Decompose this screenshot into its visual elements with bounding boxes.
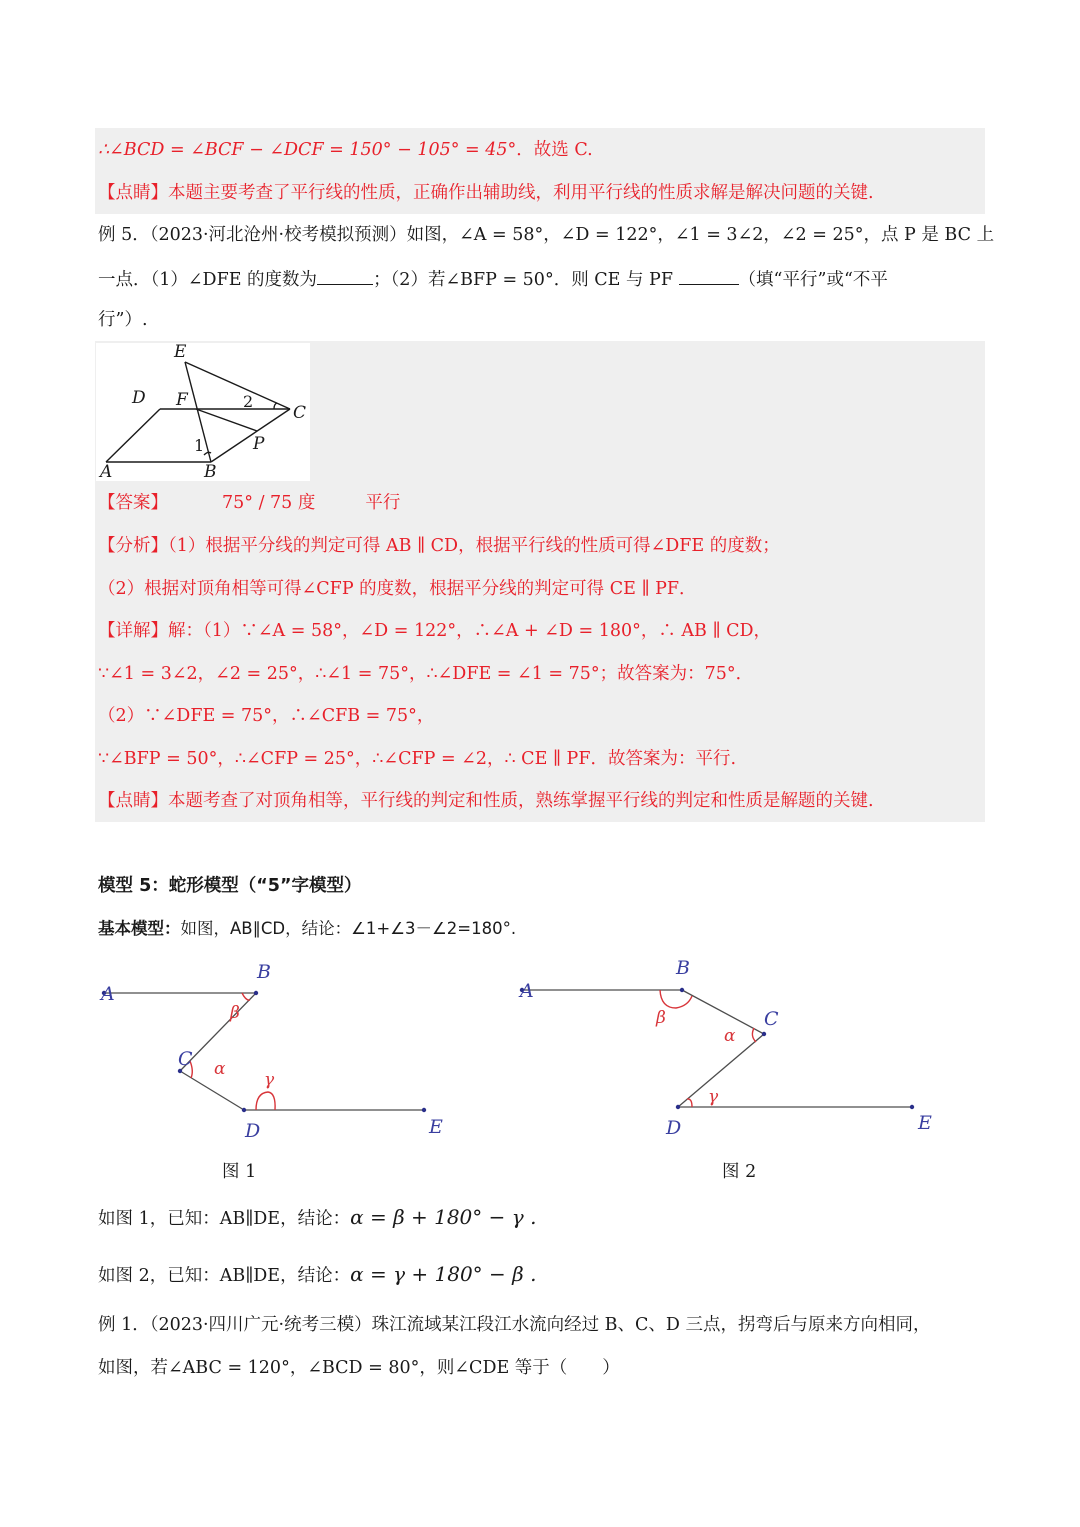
fig2-point-c — [762, 1032, 766, 1036]
fig2-line-cd — [678, 1034, 764, 1107]
label-B: B — [204, 462, 217, 481]
example5-detail-3: （2）∵∠DFE = 75°，∴∠CFB = 75°， — [98, 706, 435, 726]
angle-1-arc — [204, 452, 211, 455]
example5-answer: 【答案】 75° / 75 度 平行 — [98, 493, 401, 513]
fig1-label-A: A — [101, 983, 115, 1005]
fig1-point-d — [242, 1108, 246, 1112]
answer-blank-1 — [317, 266, 373, 285]
answer-value-2: 平行 — [365, 493, 401, 513]
model5-figure-2 — [516, 952, 946, 1142]
label-D: D — [132, 388, 146, 408]
fig2-point-b — [680, 988, 684, 992]
fig2-label-D: D — [666, 1117, 682, 1139]
answer-value-1: 75° / 75 度 — [222, 493, 316, 513]
fig1-label-alpha: α — [214, 1059, 226, 1079]
example5-analysis-2: （2）根据对顶角相等可得∠CFP 的度数，根据平分线的判定可得 CE ∥ PF． — [98, 579, 697, 599]
fig2-label-C: C — [764, 1008, 779, 1030]
angle-2-arc — [274, 403, 277, 409]
model5-basic: 基本模型：如图，AB∥CD，结论：∠1+∠3－∠2=180°. — [98, 919, 517, 938]
figure-1-caption: 图 1 — [222, 1162, 257, 1182]
fig1-label-D: D — [245, 1120, 261, 1142]
previous-solution-line: ∴∠BCD = ∠BCF − ∠DCF = 150° − 105° = 45°．故选 C. — [98, 140, 593, 160]
label-A: A — [100, 462, 113, 481]
example5-detail-4: ∵∠BFP = 50°，∴∠CFP = 25°，∴∠CFP = ∠2，∴ CE ∥ PF．故答案为：平行. — [98, 749, 737, 769]
fig1-label-E: E — [429, 1116, 443, 1138]
line-f-p — [196, 409, 257, 431]
fig1-angle-beta-arc — [242, 993, 250, 1000]
fig1-angle-gamma-arc — [256, 1092, 275, 1110]
fig2-label-beta: β — [656, 1008, 666, 1028]
label-E: E — [174, 343, 187, 362]
previous-dianjing: 【点睛】本题主要考查了平行线的性质，正确作出辅助线，利用平行线的性质求解是解决问题的关键. — [98, 183, 874, 203]
answer-blank-2 — [679, 266, 739, 285]
fig1-point-e — [422, 1108, 426, 1112]
example5-question-line1: 例 5．（2023·河北沧州·校考模拟预测）如图，∠A = 58°，∠D = 122°，∠1 = 3∠2，∠2 = 25°，点 P 是 BC 上 — [98, 225, 995, 245]
label-F: F — [176, 390, 188, 410]
fig2-label-B: B — [676, 957, 690, 979]
label-P: P — [253, 434, 265, 454]
fig1-line-cd — [180, 1071, 244, 1110]
conclusion-figure-2: 如图 2，已知：AB∥DE，结论：α = γ + 180° − β . — [98, 1262, 537, 1286]
line-b-c — [211, 409, 290, 462]
fig2-label-gamma: γ — [708, 1087, 719, 1107]
model5-title: 模型 5：蛇形模型（“5”字模型） — [98, 876, 362, 896]
fig2-label-E: E — [918, 1112, 932, 1134]
example5-question-line2: 一点．（1）∠DFE 的度数为 ；（2）若∠BFP = 50°．则 CE 与 PF （填“平行”或“不平 — [98, 266, 888, 292]
fig2-point-d — [676, 1105, 680, 1109]
line-e-c — [185, 362, 290, 409]
line-a-d — [106, 409, 160, 462]
example1-question-line2: 如图，若∠ABC = 120°，∠BCD = 80°，则∠CDE 等于（ ） — [98, 1358, 620, 1378]
conclusion-figure-1: 如图 1，已知：AB∥DE，结论：α = β + 180° − γ . — [98, 1205, 537, 1229]
example5-detail-2: ∵∠1 = 3∠2，∠2 = 25°，∴∠1 = 75°，∴∠DFE = ∠1 = 75°；故答案为：75°． — [98, 664, 754, 684]
fig1-point-b — [254, 991, 258, 995]
fig2-label-A: A — [520, 980, 534, 1002]
example5-figure — [96, 343, 310, 481]
fig1-label-B: B — [257, 961, 271, 983]
label-2: 2 — [243, 392, 254, 411]
fig1-label-beta: β — [230, 1003, 240, 1023]
figure-2-caption: 图 2 — [722, 1162, 757, 1182]
label-1: 1 — [194, 436, 205, 455]
fig2-label-alpha: α — [724, 1026, 736, 1046]
example5-analysis-1: 【分析】（1）根据平分线的判定可得 AB ∥ CD，根据平行线的性质可得∠DFE 的度数； — [98, 536, 780, 556]
model5-figure-1 — [96, 955, 456, 1145]
example5-dianjing: 【点睛】本题考查了对顶角相等，平行线的判定和性质，熟练掌握平行线的判定和性质是解题的关键. — [98, 791, 874, 811]
label-C: C — [293, 403, 307, 423]
fig2-angle-gamma-arc — [687, 1099, 692, 1107]
fig2-line-bc — [682, 990, 764, 1034]
fig1-label-C: C — [178, 1048, 193, 1070]
example1-question-line1: 例 1．（2023·四川广元·统考三模）珠江流域某江段江水流向经过 B、C、D 三点，拐弯后与原来方向相同， — [98, 1315, 931, 1335]
fig2-point-e — [910, 1105, 914, 1109]
example5-detail-1: 【详解】解：（1）∵∠A = 58°，∠D = 122°，∴∠A + ∠D = 180°，∴ AB ∥ CD， — [98, 621, 772, 641]
example5-question-line3: 行”）. — [98, 310, 148, 330]
fig1-label-gamma: γ — [264, 1070, 275, 1090]
